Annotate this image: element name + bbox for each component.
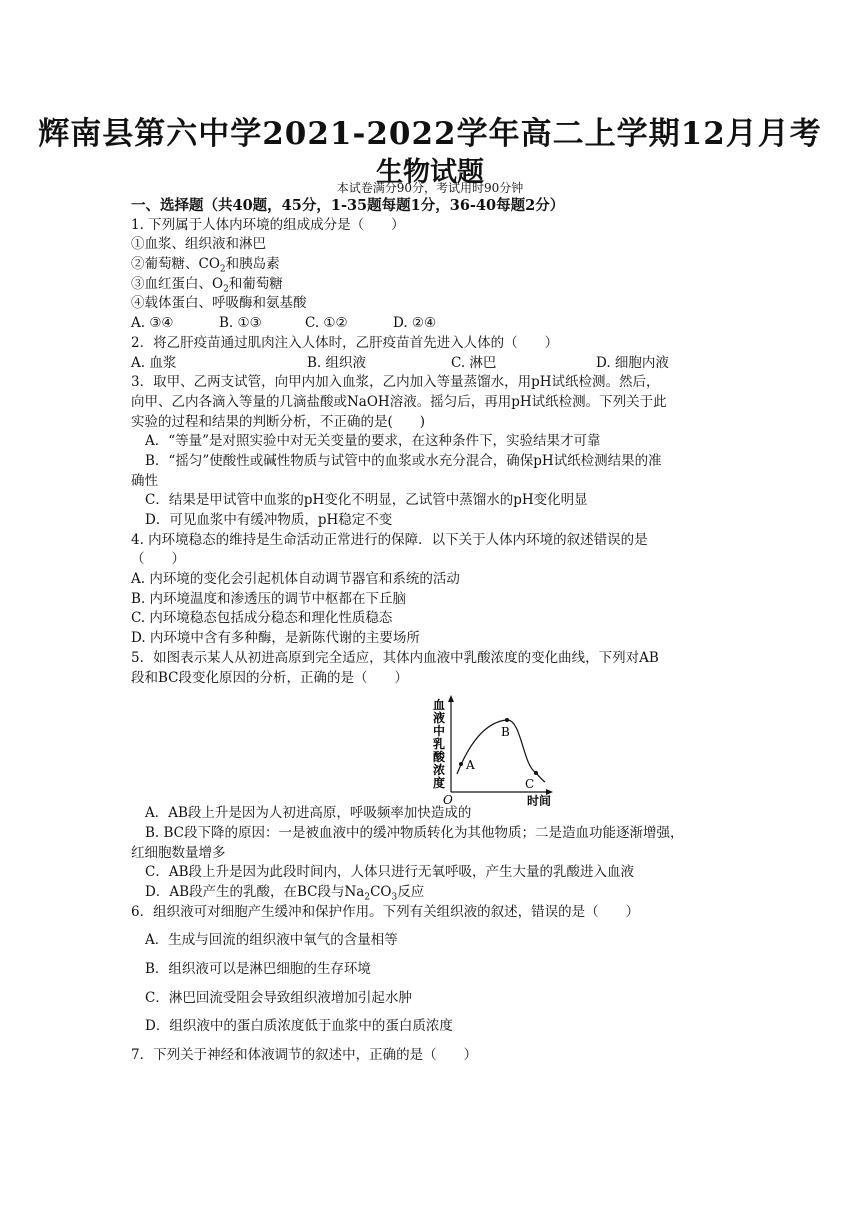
q1-option-b: B. ①③ xyxy=(219,315,262,332)
q5-stem: 5．如图表示某人从初进高原到完全适应，其体内血液中乳酸浓度的变化曲线，下列对AB xyxy=(131,649,659,666)
q7-stem: 7．下列关于神经和体液调节的叙述中，正确的是（ ） xyxy=(131,1047,478,1064)
point-c-marker xyxy=(534,771,538,775)
exam-title: 辉南县第六中学2021-2022学年高二上学期12月月考 xyxy=(38,116,822,152)
point-a-label: A xyxy=(466,758,475,773)
y-label-char-7: 度 xyxy=(432,776,446,791)
q2-option-a: A. 血浆 xyxy=(131,354,177,371)
y-axis-arrow xyxy=(448,695,454,702)
q6-option-d: D．组织液中的蛋白质浓度低于血浆中的蛋白质浓度 xyxy=(145,1018,453,1035)
y-label-char-5: 酸 xyxy=(432,750,446,765)
y-label-char-4: 乳 xyxy=(432,737,446,752)
q4-option-a: A. 内环境的变化会引起机体自动调节器官和系统的活动 xyxy=(131,571,460,588)
y-label-char-3: 中 xyxy=(432,724,446,739)
y-label-char-1: 血 xyxy=(432,698,446,713)
q3-option-d: D．可见血浆中有缓冲物质，pH稳定不变 xyxy=(145,512,393,528)
q4-option-d: D. 内环境中含有多种酶，是新陈代谢的主要场所 xyxy=(131,630,420,647)
q5-option-b-cont: 红细胞数量增多 xyxy=(131,844,226,861)
q6-option-c: C．淋巴回流受阻会导致组织液增加引起水肿 xyxy=(145,989,412,1006)
q3-option-b-cont: 确性 xyxy=(131,472,158,489)
q2-options xyxy=(131,354,731,374)
q1-item-1: ①血浆、组织液和淋巴 xyxy=(131,236,266,253)
q3-stem-line-3: 实验的过程和结果的判断分析，不正确的是( ) xyxy=(131,413,426,430)
y-label-char-2: 液 xyxy=(432,711,446,726)
q1-options xyxy=(131,314,731,334)
exam-content xyxy=(131,196,731,1066)
exam-subtitle: 生物试题 xyxy=(376,157,484,188)
q1-option-c: C. ①② xyxy=(305,315,348,332)
q1-item-4: ④载体蛋白、呼吸酶和氨基酸 xyxy=(131,295,307,312)
section-heading: 一、选择题（共40题，45分，1-35题每题1分，36-40每题2分） xyxy=(131,197,565,214)
q2-option-c: C. 淋巴 xyxy=(451,354,497,371)
q5-option-d: D．AB段产生的乳酸，在BC段与$Na_2CO_3$反应 xyxy=(145,883,425,903)
q5-option-b: B. BC段下降的原因：一是被血液中的缓冲物质转化为其他物质；二是造血功能逐渐增强， xyxy=(145,824,684,841)
q1-stem: 1. 下列属于人体内环境的组成成分是（ ） xyxy=(131,216,405,233)
q6-stem: 6．组织液可对细胞产生缓冲和保护作用。下列有关组织液的叙述，错误的是（ ） xyxy=(131,903,640,920)
q1-option-a: A. ③④ xyxy=(131,315,174,332)
q4-stem-cont: （ ） xyxy=(131,551,185,568)
q3-option-c: C．结果是甲试管中血浆的pH变化不明显，乙试管中蒸馏水的pH变化明显 xyxy=(145,492,588,509)
point-c-label: C xyxy=(525,777,535,792)
x-axis-label: 时间 xyxy=(527,794,552,807)
exam-note: 本试卷满分90分，考试用时90分钟 xyxy=(336,181,524,195)
origin-label: O xyxy=(443,793,453,807)
point-b-marker xyxy=(505,718,509,722)
q2-option-b: B. 组织液 xyxy=(307,354,367,371)
q1-item-3: ③血红蛋白、$O_2$和葡萄糖 xyxy=(131,275,283,295)
lactate-curve-graph xyxy=(431,694,561,806)
q3-option-b: B．“摇匀”使酸性或碱性物质与试管中的血浆或水充分混合，确保pH试纸检测结果的准 xyxy=(145,452,662,469)
q6-option-a: A．生成与回流的组织液中氧气的含量相等 xyxy=(145,932,398,949)
q4-option-b: B. 内环境温度和渗透压的调节中枢都在下丘脑 xyxy=(131,590,407,607)
q5-stem-cont: 段和BC段变化原因的分析，正确的是（ ） xyxy=(131,669,408,686)
q4-option-c: C. 内环境稳态包括成分稳态和理化性质稳态 xyxy=(131,610,393,627)
q3-stem-line-2: 向甲、乙内各滴入等量的几滴盐酸或NaOH溶液。摇匀后，再用pH试纸检测。下列关于此 xyxy=(131,393,667,410)
q1-item-2: ②葡萄糖、$CO_2$和胰岛素 xyxy=(131,256,280,275)
q2-stem: 2．将乙肝疫苗通过肌肉注入人体时，乙肝疫苗首先进入人体的（ ） xyxy=(131,334,559,351)
point-b-label: B xyxy=(501,725,510,740)
q5-option-a: A．AB段上升是因为人初进高原，呼吸频率加快造成的 xyxy=(145,805,472,822)
q3-stem-line-1: 3．取甲、乙两支试管，向甲内加入血浆，乙内加入等量蒸馏水，用pH试纸检测。然后， xyxy=(131,374,660,391)
q4-stem: 4. 内环境稳态的维持是生命活动正常进行的保障．以下关于人体内环境的叙述错误的是 xyxy=(131,531,648,548)
q5-figure xyxy=(131,688,731,807)
q1-option-d: D. ②④ xyxy=(393,315,437,332)
q3-option-a: A．“等量”是对照实验中对无关变量的要求，在这种条件下，实验结果才可靠 xyxy=(145,433,601,450)
y-label-char-6: 浓 xyxy=(432,763,446,778)
q2-option-d: D. 细胞内液 xyxy=(596,354,669,371)
point-a-marker xyxy=(459,762,463,766)
q6-option-b: B．组织液可以是淋巴细胞的生存环境 xyxy=(145,961,371,977)
q5-option-c: C．AB段上升是因为此段时间内，人体只进行无氧呼吸，产生大量的乳酸进入血液 xyxy=(145,864,634,881)
